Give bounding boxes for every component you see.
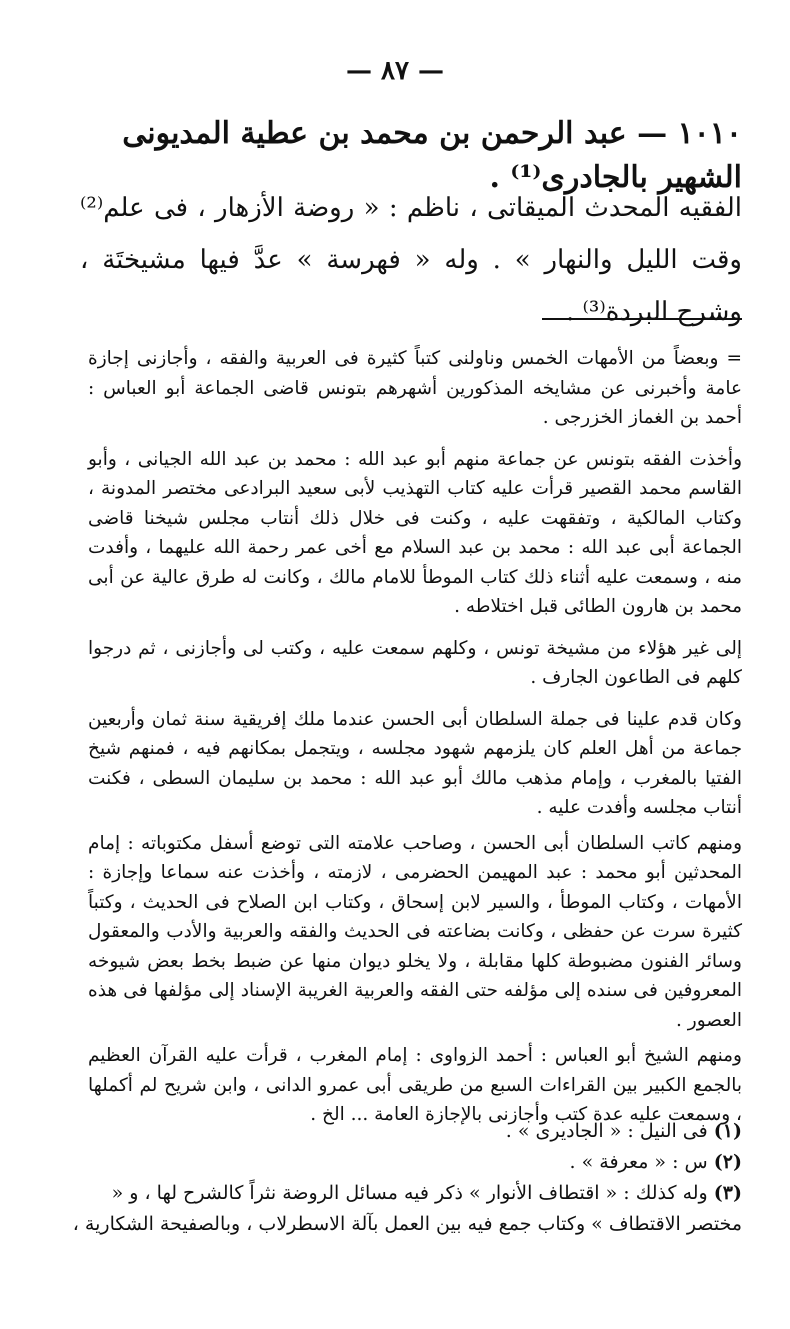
entry-body-text: الفقيه المحدث الميقاتى ، ناظم : « روضة الأزهار ، فى علم⁽²⁾ وقت الليل والنهار » . وله « فهرسة » عدَّ فيها مشيختَة ، وشرح البردة⁽³⁾ . <box>80 193 742 327</box>
note-paragraph: إلى غير هؤلاء من مشيخة تونس ، وكلهم سمعت عليه ، وكتب لى وأجازنى ، ثم درجوا كلهم فى الطاعون الجارف . <box>88 637 742 688</box>
page-number: — ٨٧ — <box>345 56 445 86</box>
footnotes <box>70 1116 742 1240</box>
note-paragraph: وأخذت الفقه بتونس عن جماعة منهم أبو عبد الله : محمد بن عبد الله الجيانى ، وأبو القاسم محمد القصير قرأت عليه كتاب التهذيب لأبى سعيد البرادعى مختصر المدونة ، وكتاب المالكية ، وتفقهت عليه ، وكنت فى خلال ذلك أنتاب مجلس شيخنا قاضى الجماعة أبى عبد الله : محمد بن عبد السلام مع أخى عمر رحمة الله عليهما ، وأفدت منه ، وسمعت عليه أثناء ذلك كتاب الموطأ للامام مالك ، وكانت له طرق عالية عن أبى محمد بن هارون الطائى قبل اختلاطه . <box>88 448 742 617</box>
footnote-3 <box>70 1178 742 1240</box>
footnote-text: س : « معرفة » . <box>569 1151 708 1173</box>
footnote-number: (١) <box>713 1120 742 1142</box>
footnote-divider <box>542 318 742 320</box>
entry-body <box>80 182 742 338</box>
entry-title: ١٠١٠ — عبد الرحمن بن محمد بن عطية المديونى الشهير بالجادرى⁽¹⁾ . <box>122 116 742 195</box>
footnote-1 <box>70 1116 742 1147</box>
footnote-2 <box>70 1147 742 1178</box>
note-paragraph: = وبعضاً من الأمهات الخمس وناولنى كتباً كثيرة فى العربية والفقه ، وأجازنى إجازة عامة وأخبرنى عن مشايخه المذكورين أشهرهم بتونس قاضى الجماعة أبو العباس : أحمد بن الغماز الخزرجى . <box>88 348 742 428</box>
footnote-number: (٢) <box>713 1151 742 1173</box>
footnote-number: (٣) <box>713 1182 742 1204</box>
footnote-text: وله كذلك : « اقتطاف الأنوار » ذكر فيه مسائل الروضة نثراً كالشرح لها ، و « مختصر الاقتطاف » وكتاب جمع فيه بين العمل بآلة الاسطرلاب ، وبالصفيحة الشكارية ، <box>72 1182 742 1235</box>
note-paragraph: ومنهم كاتب السلطان أبى الحسن ، وصاحب علامته التى توضع أسفل مكتوباته : إمام المحدثين أبو محمد : عبد المهيمن الحضرمى ، لازمته ، وأخذت عنه سماعا وإجازة : الأمهات ، وكتاب الموطأ ، والسير لابن إسحاق ، وكتاب ابن الصلاح فى الحديث ، وكتباً كثيرة سرت عن حفظى ، وكانت بضاعته فى الحديث والفقه والعربية والأدب والمعقول وسائر الفنون مضبوطة كلها مقابلة ، ولا يخلو ديوان منها عن ضبط بخط بعض شيوخه المعروفين فى سنده إلى مؤلفه حتى الفقه والعربية الغريبة الإسناد إلى مؤلفها فى هذه العصور . <box>88 832 742 1031</box>
continued-notes <box>88 344 742 1142</box>
footnote-text: فى النيل : « الجاديرى » . <box>505 1120 708 1142</box>
note-paragraph: ومنهم الشيخ أبو العباس : أحمد الزواوى : إمام المغرب ، قرأت عليه القرآن العظيم بالجمع الكبير بين القراءات السبع من طريقى أبى عمرو الدانى ، وابن شريح لم أكملها ، وسمعت عليه عدة كتب وأجازنى بالإجازة العامة ... الخ . <box>88 1045 742 1125</box>
note-paragraph: وكان قدم علينا فى جملة السلطان أبى الحسن عندما ملك إفريقية سنة ثمان وأربعين جماعة من أهل العلم كان يلزمهم شهود مجلسه ، ويتجمل بمكانهم فيه ، فمنهم شيخ الفتيا بالمغرب ، وإمام مذهب مالك أبو عبد الله : محمد بن سليمان السطى ، فكنت أنتاب مجلسه وأفدت عليه . <box>88 708 742 818</box>
